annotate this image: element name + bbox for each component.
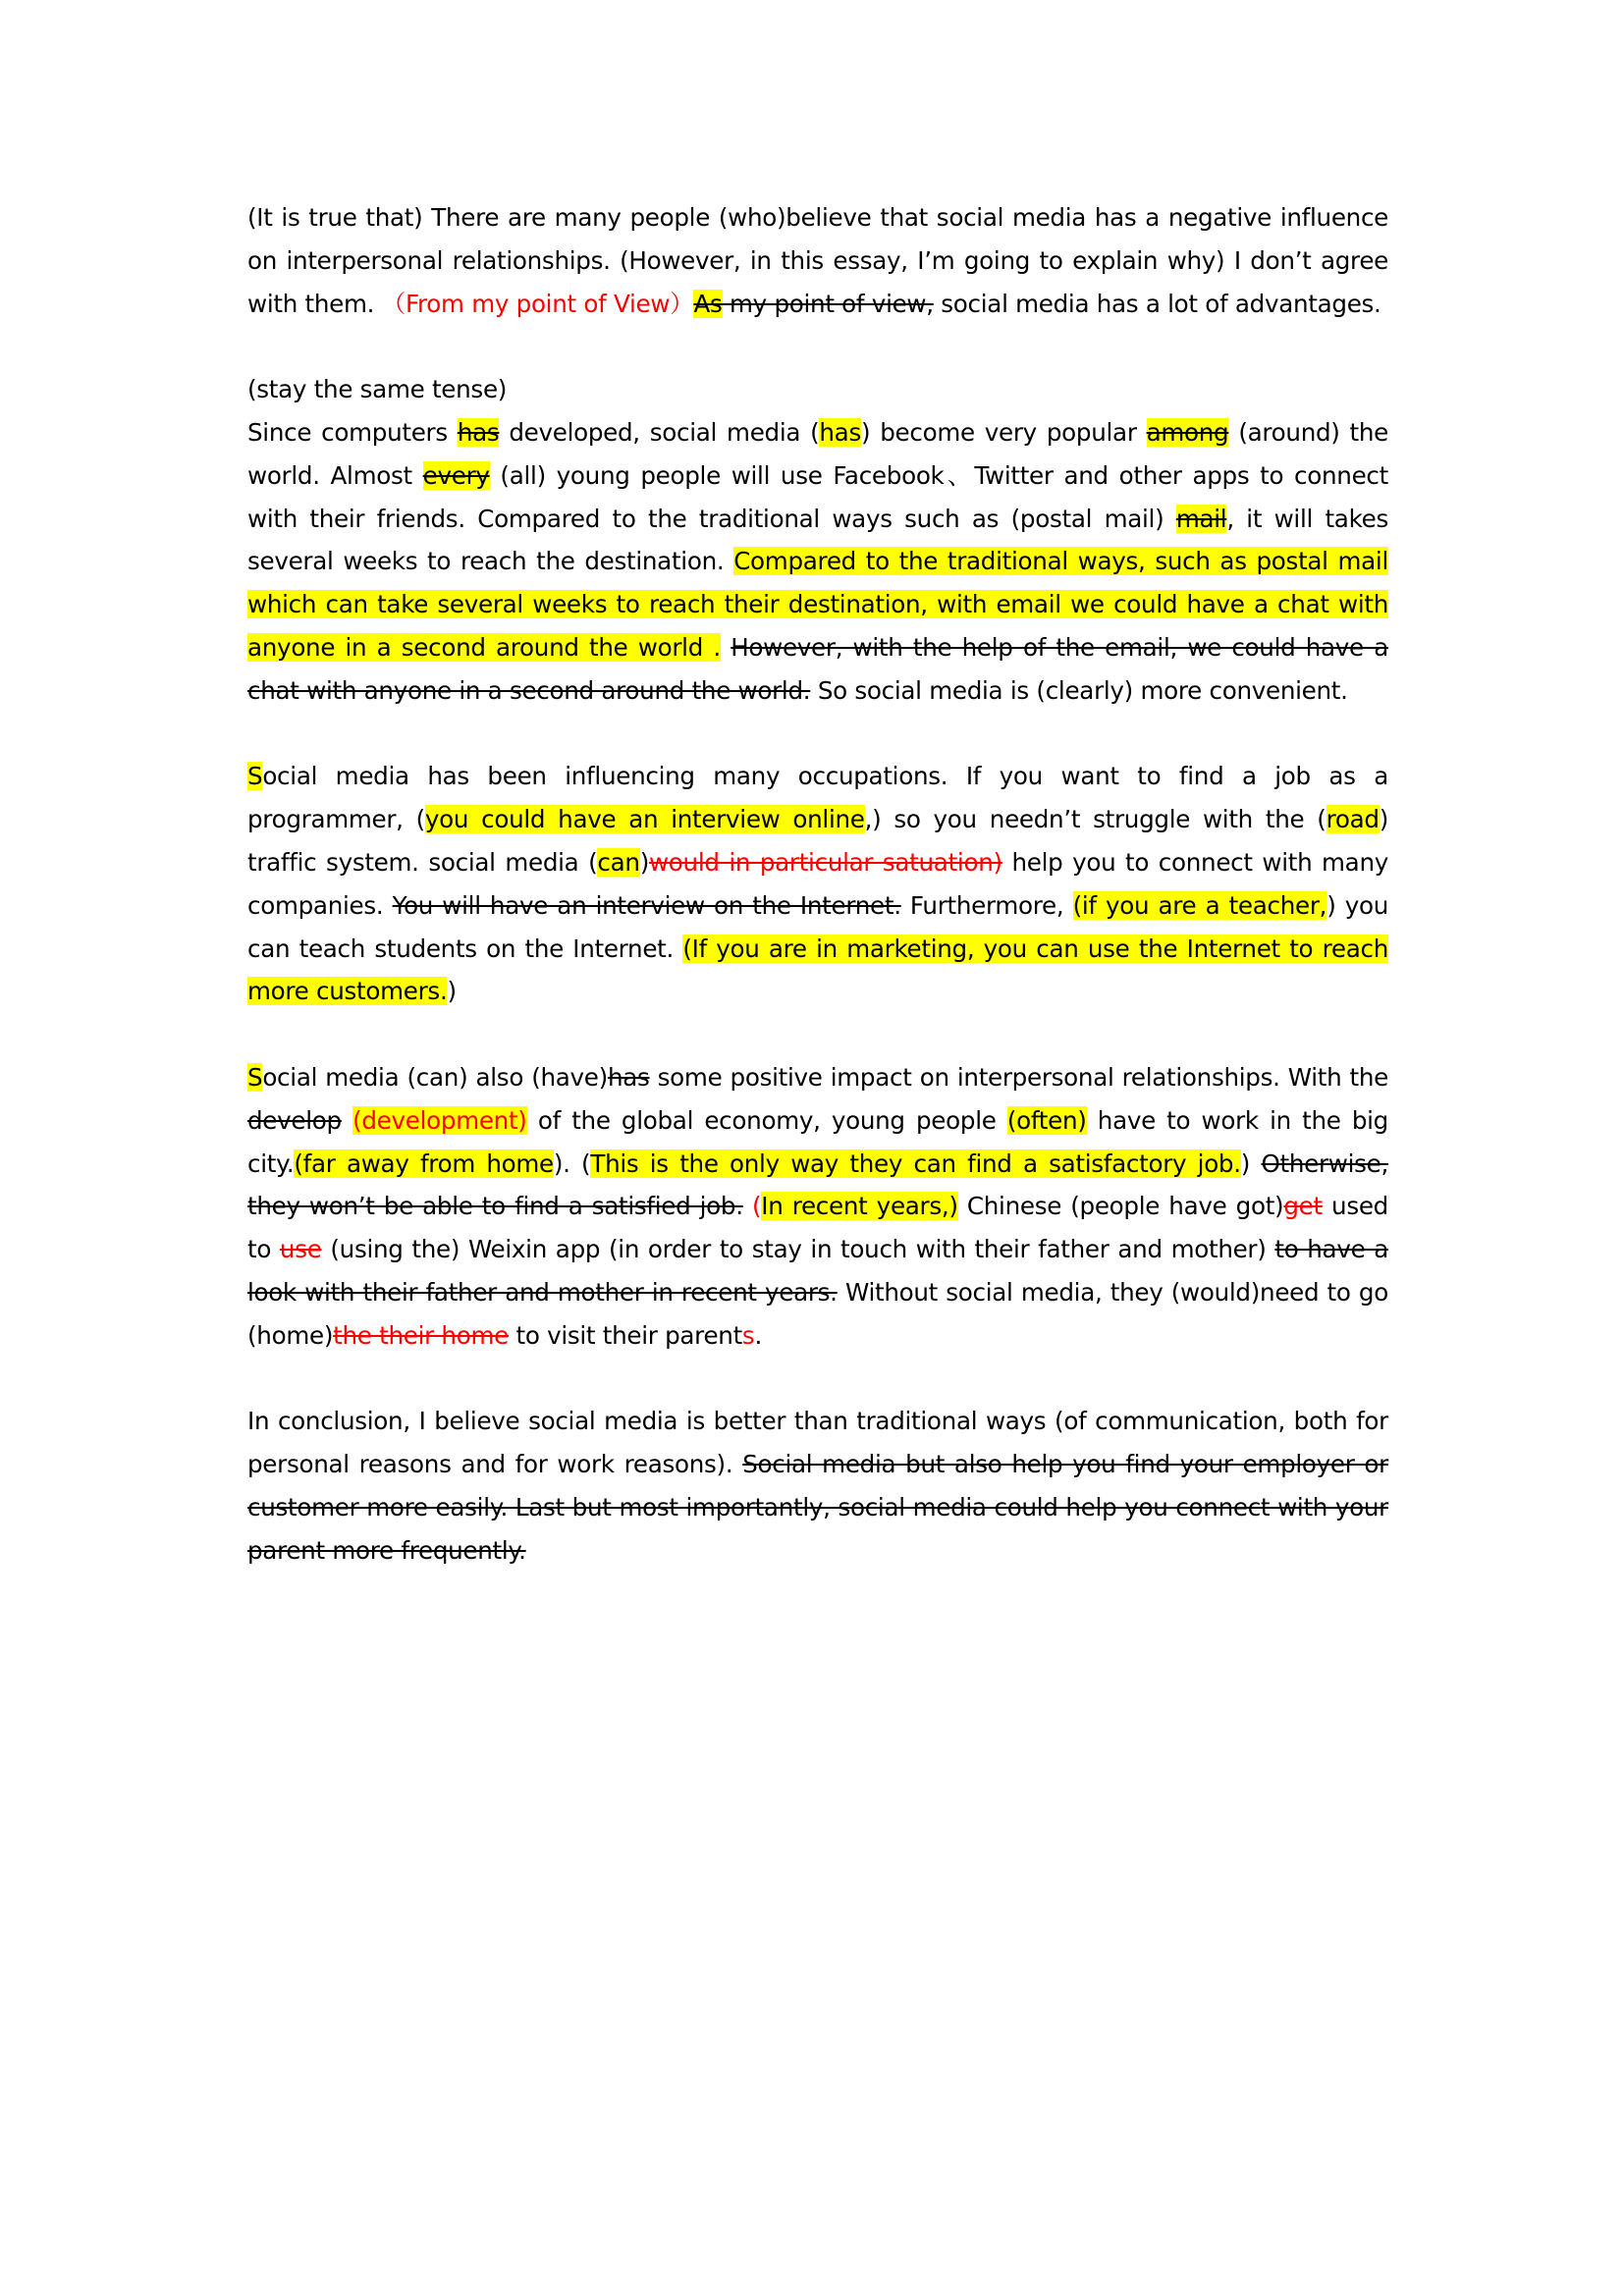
text-run: In conclusion, I believe social media is better than traditional ways (of communication, both for personal reasons and for work reasons). bbox=[247, 1407, 1388, 1479]
highlighted-text: can bbox=[597, 847, 640, 877]
deleted-text: among bbox=[1146, 417, 1229, 447]
red-deleted-text: get bbox=[1283, 1192, 1323, 1221]
text-run: ) traffic system. social media ( bbox=[247, 805, 1388, 877]
text-run: ) become very popular bbox=[860, 417, 1147, 447]
deleted-text: has bbox=[607, 1062, 650, 1092]
deleted-text: You will have an interview on the Internet. bbox=[392, 890, 901, 920]
text-run bbox=[721, 633, 731, 662]
paragraph-relationships bbox=[247, 1056, 1388, 1358]
red-deleted-text: would in particular satuation) bbox=[648, 847, 1002, 877]
paragraph-gap bbox=[247, 325, 1388, 368]
highlighted-text: you could have an interview online bbox=[424, 805, 865, 834]
text-run: ). ( bbox=[553, 1148, 591, 1178]
text-run: ,) so you needn’t struggle with the ( bbox=[864, 805, 1326, 834]
text-run: ocial media (can) also (have) bbox=[262, 1062, 608, 1092]
text-run: . bbox=[754, 1320, 762, 1350]
red-deleted-text: the their home bbox=[333, 1320, 509, 1350]
deleted-text: my point of view, bbox=[722, 289, 934, 318]
text-run: (stay the same tense) bbox=[247, 375, 508, 404]
text-run: some positive impact on interpersonal relationships. With the bbox=[649, 1062, 1388, 1092]
text-run: ocial media has been influencing many occupations. If you want to find a job as a programmer, ( bbox=[247, 762, 1388, 834]
tense-note bbox=[247, 368, 1388, 411]
text-run bbox=[342, 1106, 352, 1135]
deleted-text: As bbox=[693, 289, 723, 318]
highlighted-text: (if you are a teacher, bbox=[1072, 890, 1327, 920]
deleted-text: However, with the help of the email, we could have a chat with anyone in a second around the world. bbox=[247, 632, 1388, 705]
highlighted-text: Compared to the traditional ways, such as postal mail which can take several weeks to reach their destination, with email we could have a chat with anyone in a second around the world . bbox=[247, 547, 1388, 662]
correction-text: s bbox=[741, 1320, 755, 1350]
text-run: Furthermore, bbox=[900, 890, 1073, 920]
paragraph-introduction bbox=[247, 196, 1388, 325]
text-run bbox=[743, 1192, 752, 1220]
text-run: help you to connect with many companies. bbox=[247, 847, 1388, 920]
highlighted-text: (far away from home bbox=[294, 1148, 554, 1178]
deleted-text: every bbox=[422, 460, 490, 490]
highlighted-text: S bbox=[247, 1062, 263, 1092]
deleted-text: has bbox=[457, 417, 500, 447]
deleted-text: develop bbox=[247, 1105, 342, 1135]
deleted-text: to have a look with their father and mother in recent years. bbox=[247, 1235, 1388, 1307]
correction-text: （From my point of View） bbox=[381, 289, 694, 318]
paragraph-gap bbox=[247, 1013, 1388, 1056]
text-run: to visit their parent bbox=[508, 1320, 742, 1350]
highlighted-text: In recent years,) bbox=[761, 1192, 958, 1221]
text-run: ) bbox=[639, 847, 649, 877]
highlighted-text: This is the only way they can find a satisfactory job. bbox=[590, 1148, 1241, 1178]
paragraph-conclusion bbox=[247, 1400, 1388, 1572]
text-run: (It is true that) There are many people (who)believe that social media has a negative influence on interpersonal relationships. (However, in this essay, I’m going to explain why) I don’t agree with them. bbox=[247, 203, 1388, 318]
text-run: ) you can teach students on the Internet. bbox=[247, 890, 1388, 963]
highlighted-text: (If you are in marketing, you can use the Internet to reach more customers. bbox=[247, 934, 1388, 1006]
text-run: So social media is (clearly) more convenient. bbox=[810, 675, 1348, 705]
text-run: (around) the world. Almost bbox=[247, 417, 1388, 490]
text-run: have to work in the big city. bbox=[247, 1105, 1388, 1178]
text-run: Without social media, they (would)need to go (home) bbox=[247, 1277, 1388, 1350]
paragraph-occupations bbox=[247, 755, 1388, 1013]
highlighted-text: (often) bbox=[1006, 1105, 1087, 1135]
paragraph-gap bbox=[247, 713, 1388, 756]
highlighted-text: S bbox=[247, 762, 263, 791]
text-run: Since computers bbox=[247, 417, 458, 447]
highlighted-text: road bbox=[1326, 805, 1380, 834]
text-run: ) bbox=[1240, 1148, 1262, 1178]
paragraph-convenience bbox=[247, 411, 1388, 713]
paragraph-gap bbox=[247, 1358, 1388, 1401]
text-run: (using the) Weixin app (in order to stay in touch with their father and mother) bbox=[321, 1235, 1275, 1264]
deleted-text: mail bbox=[1175, 504, 1227, 533]
text-run: of the global economy, young people bbox=[526, 1105, 1007, 1135]
text-run: developed, social media ( bbox=[499, 417, 820, 447]
text-run: ) bbox=[447, 977, 457, 1006]
correction-text: ( bbox=[751, 1192, 762, 1221]
deleted-text: Social media but also help you find your employer or customer more easily. Last but most importantly, social media could help you connect with your parent more frequently. bbox=[247, 1450, 1388, 1565]
text-run: social media has a lot of advantages. bbox=[933, 289, 1381, 318]
essay-page bbox=[247, 196, 1388, 1573]
text-run: used to bbox=[247, 1192, 1388, 1264]
highlighted-text: has bbox=[819, 417, 861, 447]
text-run: (all) young people will use Facebook、Twitter and other apps to connect with their friends. Compared to the traditional ways such as (postal mail) bbox=[247, 460, 1388, 533]
highlighted-correction: (development) bbox=[352, 1105, 527, 1135]
text-run: , it will takes several weeks to reach the destination. bbox=[247, 504, 1388, 576]
deleted-text: Otherwise, they won’t be able to find a satisfied job. bbox=[247, 1148, 1388, 1221]
text-run: Chinese (people have got) bbox=[957, 1192, 1284, 1221]
red-deleted-text: use bbox=[279, 1235, 322, 1264]
